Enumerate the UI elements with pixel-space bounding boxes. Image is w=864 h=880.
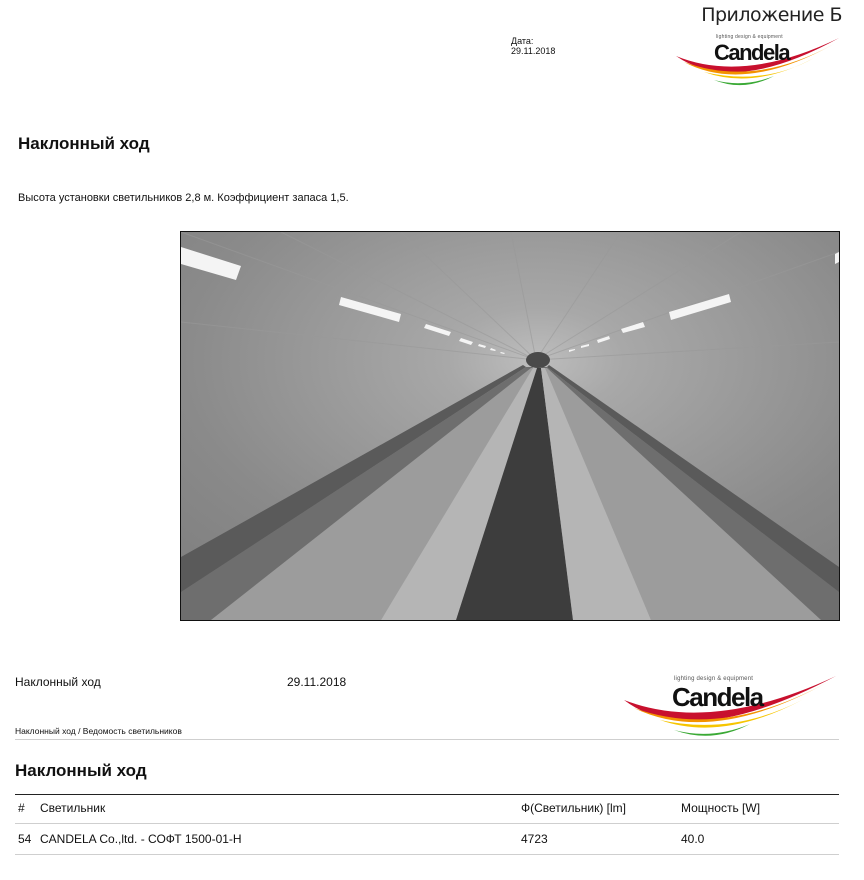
tunnel-render-image bbox=[181, 232, 839, 620]
table-header-rule bbox=[15, 823, 839, 824]
row-flux: 4723 bbox=[521, 832, 548, 846]
section-description: Высота установки светильников 2,8 м. Коэффициент запаса 1,5. bbox=[18, 192, 349, 204]
logo-tagline: lighting design & equipment bbox=[716, 34, 783, 40]
table-top-rule bbox=[15, 794, 839, 795]
row-count: 54 bbox=[18, 832, 32, 846]
footer-project-name: Наклонный ход bbox=[15, 675, 101, 689]
column-header-luminaire: Светильник bbox=[40, 801, 106, 815]
row-power: 40.0 bbox=[681, 832, 705, 846]
column-header-count: # bbox=[18, 801, 25, 815]
table-title: Наклонный ход bbox=[15, 761, 147, 780]
logo-wordmark: Candela bbox=[714, 40, 790, 65]
footer-path: Наклонный ход / Ведомость светильников bbox=[15, 726, 182, 736]
logo-wordmark-bottom: Candela bbox=[672, 682, 763, 712]
row-luminaire-name: CANDELA Co.,ltd. - СОФТ 1500-01-Н bbox=[40, 832, 242, 846]
tunnel-rendering bbox=[180, 231, 840, 621]
table-bottom-rule bbox=[15, 854, 839, 855]
logo-tagline-bottom: lighting design & equipment bbox=[674, 676, 754, 682]
candela-logo bbox=[674, 36, 844, 91]
column-header-flux: Ф(Светильник) [lm] bbox=[521, 801, 626, 815]
candela-logo-bottom bbox=[622, 672, 840, 742]
date-block bbox=[511, 36, 555, 56]
column-header-power: Мощность [W] bbox=[681, 801, 761, 815]
date-caption: Дата: bbox=[511, 36, 534, 46]
date-value: 29.11.2018 bbox=[511, 46, 556, 56]
appendix-label: Приложение Б bbox=[701, 4, 842, 26]
footer-date: 29.11.2018 bbox=[287, 675, 347, 689]
section-title: Наклонный ход bbox=[18, 134, 150, 153]
